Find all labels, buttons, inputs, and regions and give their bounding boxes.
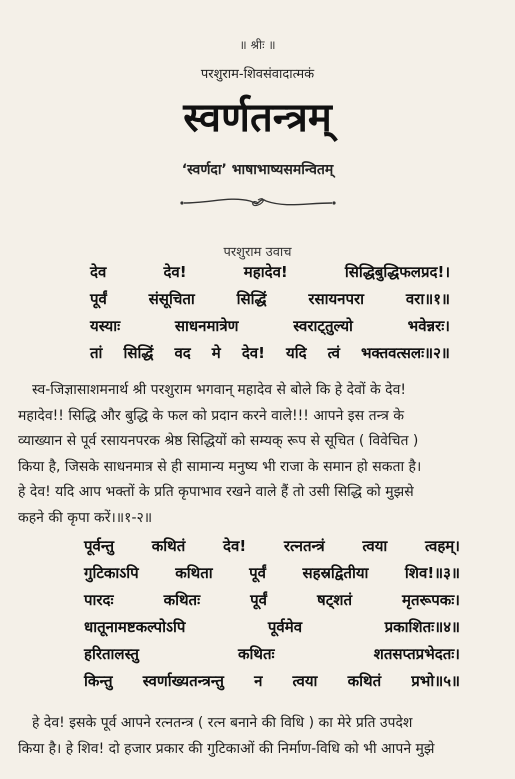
verse-word: महादेव! [243, 263, 288, 281]
verse-word: त्वहम्। [425, 537, 460, 555]
verse-line [84, 671, 460, 691]
verse-word: सिद्धिं [123, 344, 154, 362]
translation-line: महादेव!! सिद्धि और बुद्धि के फल को प्रदान करने वाले!!! आपने इस तन्त्र के [18, 407, 405, 424]
verse-line [90, 262, 450, 282]
verse-word: पूर्वमेव [267, 618, 303, 636]
verse-word: पूर्वं [90, 290, 107, 308]
commentary-title: ‘स्वर्णदा’ भाषाभाष्यसमन्वितम् [181, 162, 334, 178]
verse-word: कथितं [347, 672, 382, 690]
verse-word: त्वया [362, 537, 388, 555]
translation-line: हे देव! इसके पूर्व आपने रत्नतन्त्र ( रत्न बनाने की विधि ) का मेरे प्रति उपदेश [32, 715, 413, 731]
verse-word: कथितः [163, 591, 201, 609]
ornament-divider-icon [180, 192, 336, 214]
verse-word: कथितः [238, 645, 275, 663]
verse-word: देव [90, 263, 107, 281]
speaker-label: परशुराम उवाच [223, 245, 292, 260]
verse-word: प्रभो॥५॥ [411, 672, 460, 690]
verse-word: पूर्वन्तु [84, 537, 115, 555]
invocation: ॥ श्रीः ॥ [239, 38, 276, 52]
verse-word: गुटिकाऽपि [84, 564, 139, 582]
verse-word: शतसप्तप्रभेदतः। [373, 645, 460, 663]
verse-word: त्वं [327, 344, 340, 362]
verse-word: कथितं [151, 537, 186, 555]
verse-word: तां [90, 344, 103, 362]
verse-word: न [254, 672, 263, 690]
verse-word: पूर्वं [249, 564, 266, 582]
verse-word: साधनमात्रेण [174, 317, 239, 335]
translation-line: स्व-जिज्ञासाशमनार्थ श्री परशुराम भगवान् महादेव से बोले कि हे देवों के देव! [32, 382, 406, 398]
verse-word: धातूनामष्टकल्पोऽपि [84, 618, 186, 636]
verse-word: वरा॥१॥ [405, 290, 450, 308]
translation-block-2 [18, 711, 500, 762]
verse-word: वद [174, 344, 191, 362]
translation-line: किया है। हे शिव! दो हजार प्रकार की गुटिकाओं की निर्माण-विधि को भी आपने मुझे [18, 740, 435, 757]
verse-word: यदि [286, 344, 307, 362]
verse-word: देव! [241, 344, 265, 362]
verse-word: सिद्धिं [236, 290, 267, 308]
translation-line: व्याख्यान से पूर्व रसायनपरक श्रेष्ठ सिद्धियों को सम्यक् रूप से सूचित ( विवेचित ) [18, 433, 419, 449]
translation-line: हे देव! यदि आप भक्तों के प्रति कृपाभाव रखने वाले हैं तो उसी सिद्धि को मुझसे [18, 484, 414, 500]
verse-word: प्रकाशितः॥४॥ [384, 618, 460, 636]
book-title: स्वर्णतन्त्रम् [183, 95, 332, 141]
verse-line [84, 563, 460, 583]
verse-line [84, 644, 460, 664]
verse-word: देव! [163, 263, 187, 281]
verse-word: पूर्वं [250, 591, 268, 609]
verse-word: सहस्रद्वितीया [302, 564, 369, 582]
verse-line [84, 617, 460, 637]
verse-word: पारदः [84, 591, 114, 609]
verse-word: भवेन्नरः। [407, 317, 450, 335]
verse-line [84, 536, 460, 556]
verse-word: देव! [223, 537, 247, 555]
verse-word: मे [211, 344, 221, 362]
verse-word: रसायनपरा [308, 290, 365, 308]
verse-line [84, 590, 460, 610]
verse-word: त्वया [292, 672, 318, 690]
verse-word: भक्तवत्सलः॥२॥ [361, 344, 450, 362]
verse-word: संसूचिता [148, 290, 195, 308]
verse-line [90, 289, 450, 309]
verse-word: सिद्धिबुद्धिफलप्रद!। [344, 263, 450, 281]
verse-word: शिव!॥३॥ [404, 564, 460, 582]
verse-word: षट्शतं [317, 591, 353, 609]
verse-word: स्वर्णाख्यतन्त्रन्तु [142, 672, 224, 690]
verse-word: किन्तु [84, 672, 113, 690]
verse-word: कथिता [175, 564, 213, 582]
translation-line: किया है, जिसके साधनमात्र से ही सामान्य मनुष्य भी राजा के समान हो सकता है। [18, 458, 422, 475]
book-subtitle: परशुराम-शिवसंवादात्मकं [200, 67, 315, 82]
verse-word: यस्याः [90, 317, 121, 335]
verse-word: रत्नतन्त्रं [283, 537, 325, 555]
verse-word: मृतरूपकः। [402, 591, 460, 609]
verse-word: स्वराट्तुल्यो [293, 317, 353, 335]
translation-line: कहने की कृपा करें।॥१-२॥ [18, 509, 153, 526]
verse-line [90, 316, 450, 336]
verse-line [90, 343, 450, 363]
verse-word: हरितालस्तु [84, 645, 139, 663]
translation-block-1 [18, 378, 500, 531]
